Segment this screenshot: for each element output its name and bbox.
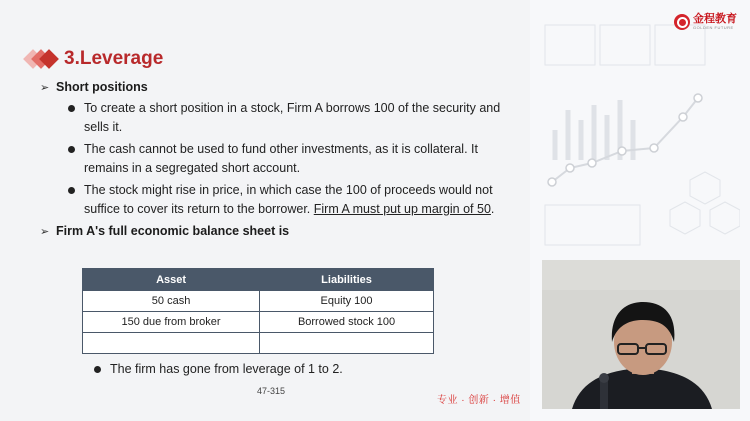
footer-slogan: 专业 · 创新 · 增值 — [437, 395, 521, 406]
table-cell — [260, 333, 434, 354]
decorative-line-chart — [540, 20, 740, 250]
title-diamond-icon — [22, 45, 64, 73]
bullet-list — [66, 99, 510, 219]
table-cell — [83, 333, 260, 354]
table-header-asset: Asset — [83, 269, 260, 291]
table-header-row — [83, 269, 434, 291]
presenter-image — [542, 260, 740, 409]
bullet-item — [66, 181, 510, 219]
slide-title-row — [22, 44, 163, 74]
slide-content — [40, 80, 510, 238]
company-logo — [674, 12, 744, 32]
presenter-video-feed[interactable] — [542, 260, 740, 409]
table-row — [83, 291, 434, 312]
page-number: 47-315 — [257, 386, 286, 396]
bullet-text: The stock might rise in price, in which case the 100 of proceeds would not suffice to cover its return to the borrower. — [84, 183, 493, 216]
golden-future-logo-icon — [674, 14, 690, 30]
section-heading-balance-sheet — [40, 224, 510, 238]
slide-title: 3.Leverage — [64, 48, 164, 69]
table-cell: Borrowed stock 100 — [260, 312, 434, 333]
section-heading-text: Firm A's full economic balance sheet is — [56, 224, 290, 238]
table-cell: Equity 100 — [260, 291, 434, 312]
table-cell: 150 due from broker — [83, 312, 260, 333]
table-header-liabilities: Liabilities — [260, 269, 434, 291]
section-heading-text: Short positions — [56, 80, 148, 94]
arrow-bullet-icon: ➢ — [40, 225, 50, 238]
bullet-item: To create a short position in a stock, Firm A borrows 100 of the security and sells it. — [66, 99, 510, 137]
logo-text-cn: 金程教育 — [693, 13, 737, 25]
table-row — [83, 333, 434, 354]
margin-requirement-text: Firm A must put up margin of 50 — [313, 202, 491, 216]
bullet-item: The firm has gone from leverage of 1 to 2. — [92, 360, 492, 379]
bullet-item: The cash cannot be used to fund other investments, as it is collateral. It remains in a segregated short account. — [66, 140, 510, 178]
arrow-bullet-icon: ➢ — [40, 81, 50, 94]
bullet-text-suffix: . — [490, 202, 495, 216]
table-row — [83, 312, 434, 333]
section-heading-short-positions — [40, 80, 510, 94]
table-cell: 50 cash — [83, 291, 260, 312]
conclusion-list — [92, 360, 492, 382]
balance-sheet-table — [82, 268, 434, 354]
logo-text-en: GOLDEN FUTURE — [693, 25, 734, 30]
